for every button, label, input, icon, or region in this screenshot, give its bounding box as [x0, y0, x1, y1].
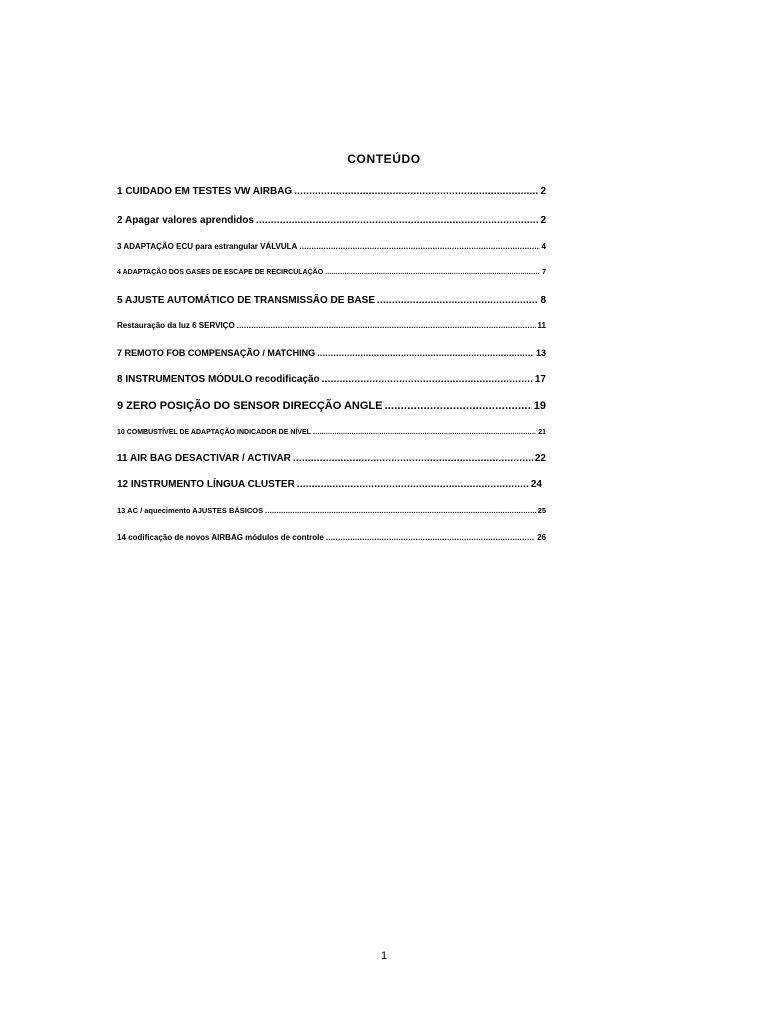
toc-entry-title: 13 AC / aquecimento AJUSTES BÁSICOS: [117, 506, 264, 515]
toc-entry-8[interactable]: [117, 374, 546, 385]
toc-entry-4[interactable]: [117, 269, 546, 276]
toc-entry-13[interactable]: [117, 506, 546, 515]
toc-entry-12[interactable]: [117, 479, 542, 490]
toc-entry-11[interactable]: [117, 453, 546, 464]
toc-leader-dots: [256, 215, 539, 226]
toc-entry-9[interactable]: [117, 400, 546, 412]
toc-entry-1[interactable]: [117, 186, 546, 197]
toc-entry-page: 17: [534, 374, 546, 385]
toc-entry-title: Restauração da luz 6 SERVIÇO: [117, 321, 235, 330]
toc-entry-page: 25: [537, 506, 546, 515]
toc-entry-page: 13: [535, 348, 546, 358]
toc-entry-page: 4: [541, 242, 546, 251]
toc-entry-title: 9 ZERO POSIÇÃO DO SENSOR DIRECÇÃO ANGLE: [117, 400, 383, 412]
toc-entry-title: 8 INSTRUMENTOS MÓDULO recodificação: [117, 374, 320, 385]
toc-leader-dots: [322, 374, 533, 385]
toc-entry-title: 4 ADAPTAÇÃO DOS GASES DE ESCAPE DE RECIRCULAÇÃO: [117, 269, 324, 276]
toc-entry-title: 12 INSTRUMENTO LÍNGUA CLUSTER: [117, 479, 295, 490]
page-number: 1: [380, 950, 388, 962]
toc-leader-dots: [325, 269, 540, 276]
toc-entry-title: 2 Apagar valores aprendidos: [117, 215, 254, 226]
toc-leader-dots: [377, 295, 538, 306]
toc-entry-title: 3 ADAPTAÇÃO ECU para estrangular VÁLVULA: [117, 242, 298, 251]
toc-entry-title: 14 codificação de novos AIRBAG módulos de controle: [117, 533, 324, 542]
toc-entry-title: 10 COMBUSTÍVEL DE ADAPTAÇÃO INDICADOR DE NÍVEL: [117, 429, 311, 436]
toc-leader-dots: [384, 400, 531, 412]
toc-entry-title: 5 AJUSTE AUTOMÁTICO DE TRANSMISSÃO DE BASE: [117, 295, 375, 306]
toc-entry-title: 7 REMOTO FOB COMPENSAÇÃO / MATCHING: [117, 348, 316, 358]
toc-entry-page: 2: [540, 215, 546, 226]
toc-entry-page: 2: [540, 186, 546, 197]
toc-entry-7[interactable]: [117, 348, 546, 358]
toc-entry-10[interactable]: [117, 429, 546, 436]
toc-entry-3[interactable]: [117, 242, 546, 251]
toc-entry-page: 22: [534, 453, 546, 464]
toc-entry-page: 8: [540, 295, 546, 306]
toc-leader-dots: [237, 321, 536, 330]
toc-leader-dots: [313, 429, 536, 436]
toc-entry-title: 11 AIR BAG DESACTIVAR / ACTIVAR: [117, 453, 291, 464]
toc-leader-dots: [326, 533, 535, 542]
toc-leader-dots: [265, 506, 536, 515]
toc-entry-title: 1 CUIDADO EM TESTES VW AIRBAG: [117, 186, 293, 197]
toc-leader-dots: [297, 479, 529, 490]
toc-entry-14[interactable]: [117, 533, 546, 542]
toc-leader-dots: [317, 348, 534, 358]
toc-entry-page: 26: [537, 533, 546, 542]
toc-entry-2[interactable]: [117, 215, 546, 226]
toc-leader-dots: [294, 186, 538, 197]
toc-leader-dots: [299, 242, 539, 251]
toc-entry-page: 7: [542, 269, 546, 276]
toc-entry-page: 19: [533, 400, 546, 412]
toc-leader-dots: [293, 453, 533, 464]
toc-entry-5[interactable]: [117, 295, 546, 306]
toc-entry-page: 21: [538, 429, 546, 436]
toc-entry-page: 24: [530, 479, 542, 490]
document-title: CONTEÚDO: [347, 152, 421, 166]
toc-entry-page: 11: [537, 321, 546, 330]
toc-entry-6[interactable]: [117, 321, 546, 330]
